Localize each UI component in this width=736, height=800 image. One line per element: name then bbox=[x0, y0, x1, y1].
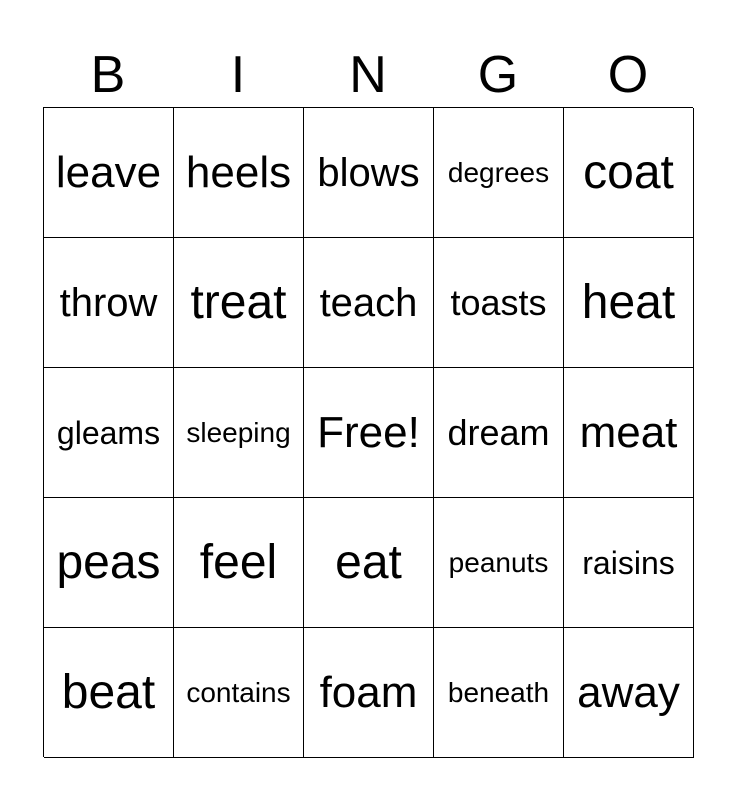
bingo-cell: leave bbox=[44, 108, 174, 238]
bingo-cell: beneath bbox=[434, 628, 564, 758]
header-letter-g: G bbox=[477, 46, 519, 104]
bingo-cell: dream bbox=[434, 368, 564, 498]
bingo-cell: eat bbox=[304, 498, 434, 628]
bingo-cell: feel bbox=[174, 498, 304, 628]
bingo-cell: coat bbox=[564, 108, 694, 238]
bingo-cell: peanuts bbox=[434, 498, 564, 628]
bingo-cell: toasts bbox=[434, 238, 564, 368]
bingo-cell: throw bbox=[44, 238, 174, 368]
bingo-free-cell: Free! bbox=[304, 368, 434, 498]
bingo-cell: degrees bbox=[434, 108, 564, 238]
bingo-cell: heels bbox=[174, 108, 304, 238]
bingo-cell: gleams bbox=[44, 368, 174, 498]
bingo-cell: treat bbox=[174, 238, 304, 368]
bingo-cell: contains bbox=[174, 628, 304, 758]
bingo-cell: beat bbox=[44, 628, 174, 758]
bingo-header bbox=[43, 42, 693, 108]
bingo-cell: sleeping bbox=[174, 368, 304, 498]
header-letter-b: B bbox=[90, 46, 126, 104]
bingo-cell: meat bbox=[564, 368, 694, 498]
header-letter-o: O bbox=[607, 46, 649, 104]
bingo-cell: heat bbox=[564, 238, 694, 368]
bingo-cell: teach bbox=[304, 238, 434, 368]
header-letter-n: N bbox=[349, 46, 387, 104]
bingo-cell: foam bbox=[304, 628, 434, 758]
bingo-cell: peas bbox=[44, 498, 174, 628]
bingo-cell: raisins bbox=[564, 498, 694, 628]
header-letter-i: I bbox=[230, 46, 246, 104]
bingo-board bbox=[43, 107, 693, 757]
bingo-cell: blows bbox=[304, 108, 434, 238]
bingo-cell: away bbox=[564, 628, 694, 758]
